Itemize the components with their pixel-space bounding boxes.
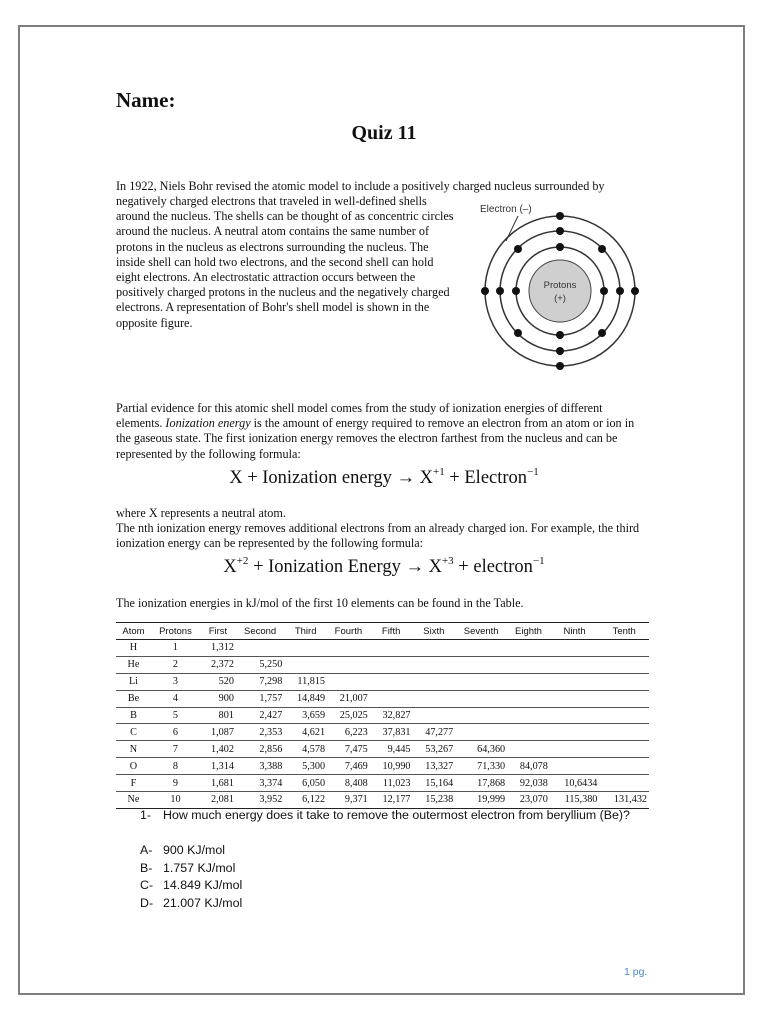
option-c-letter: C- <box>140 878 154 892</box>
table-cell <box>507 640 550 657</box>
table-cell: 520 <box>200 673 236 690</box>
table-cell: 6 <box>151 724 200 741</box>
table-cell: 13,327 <box>413 758 456 775</box>
electron-label: Electron (–) <box>480 204 532 215</box>
formula1-right: + Electron <box>444 468 528 488</box>
table-cell: 1,087 <box>200 724 236 741</box>
electron <box>512 287 520 295</box>
table-header-row <box>116 623 649 640</box>
electron <box>514 329 522 337</box>
table-cell: Be <box>116 690 151 707</box>
table-cell <box>455 724 507 741</box>
table-body <box>116 640 649 809</box>
table-cell: 14,849 <box>284 690 327 707</box>
formula2-right-charge: −1 <box>532 555 545 567</box>
table-cell <box>413 690 456 707</box>
table-cell: N <box>116 741 151 758</box>
table-cell: 2,856 <box>236 741 284 758</box>
table-cell <box>413 673 456 690</box>
option-d-letter: D- <box>140 896 154 910</box>
electron <box>556 243 564 251</box>
formula-first-ionization <box>0 468 768 489</box>
table-cell <box>236 640 284 657</box>
header-third: Third <box>284 623 327 640</box>
neutral-atom-note: where X represents a neutral atom. <box>116 506 286 520</box>
table-cell: 92,038 <box>507 775 550 792</box>
table-cell: 32,827 <box>370 707 413 724</box>
table-cell: F <box>116 775 151 792</box>
table-cell: 5,300 <box>284 758 327 775</box>
table-cell: O <box>116 758 151 775</box>
table-row <box>116 775 649 792</box>
table-cell <box>599 741 649 758</box>
bohr-atom-figure <box>470 196 645 376</box>
table-cell <box>550 707 600 724</box>
table-cell: 2,427 <box>236 707 284 724</box>
table-cell: 2 <box>151 656 200 673</box>
table-cell: 47,277 <box>413 724 456 741</box>
table-cell: 7 <box>151 741 200 758</box>
electron <box>616 287 624 295</box>
formula2-middle: + Ionization Energy → X <box>248 557 442 577</box>
table-cell: 21,007 <box>327 690 370 707</box>
table-cell: Li <box>116 673 151 690</box>
table-cell <box>507 690 550 707</box>
table-cell <box>370 673 413 690</box>
electron <box>514 245 522 253</box>
electron <box>556 362 564 370</box>
formula2-left: X <box>223 557 237 577</box>
formula2-left-charge: +2 <box>236 555 249 567</box>
formula1-left: X + Ionization energy → X <box>229 468 433 488</box>
table-cell: 8 <box>151 758 200 775</box>
table-cell <box>599 775 649 792</box>
electron <box>598 329 606 337</box>
table-row <box>116 792 649 809</box>
table-cell <box>413 707 456 724</box>
table-cell: 9 <box>151 775 200 792</box>
electron <box>556 331 564 339</box>
table-cell: 11,815 <box>284 673 327 690</box>
table-cell: 4,578 <box>284 741 327 758</box>
header-tenth: Tenth <box>599 623 649 640</box>
option-d-text[interactable]: 21.007 KJ/mol <box>163 896 243 910</box>
table-cell: 3,374 <box>236 775 284 792</box>
table-cell: 3 <box>151 673 200 690</box>
table-cell <box>507 724 550 741</box>
table-cell: 10,6434 <box>550 775 600 792</box>
table-cell: He <box>116 656 151 673</box>
table-cell: 900 <box>200 690 236 707</box>
table-cell: 115,380 <box>550 792 600 809</box>
option-a-text[interactable]: 900 KJ/mol <box>163 843 225 857</box>
evidence-paragraph <box>116 401 651 462</box>
table-cell <box>370 640 413 657</box>
table-cell <box>370 690 413 707</box>
table-cell <box>455 656 507 673</box>
table-cell: 10,990 <box>370 758 413 775</box>
table-cell: 7,469 <box>327 758 370 775</box>
table-cell <box>327 673 370 690</box>
table-cell <box>507 673 550 690</box>
formula-third-ionization <box>0 557 768 578</box>
table-cell <box>327 656 370 673</box>
table-cell <box>599 707 649 724</box>
option-a-letter: A- <box>140 843 153 857</box>
table-cell <box>550 758 600 775</box>
table-cell: 1,681 <box>200 775 236 792</box>
table-cell: 6,122 <box>284 792 327 809</box>
formula1-charge: +1 <box>432 466 445 478</box>
table-cell <box>284 640 327 657</box>
table-cell: 2,353 <box>236 724 284 741</box>
header-first: First <box>200 623 236 640</box>
question-text: How much energy does it take to remove the outermost electron from beryllium (Be)? <box>163 808 630 822</box>
table-cell <box>599 690 649 707</box>
table-cell <box>599 673 649 690</box>
table-cell: 1,312 <box>200 640 236 657</box>
table-cell: 1,314 <box>200 758 236 775</box>
table-cell <box>455 707 507 724</box>
evidence-text-1: Partial evidence for this atomic shell model comes from the study of ionization energies of different elements. <box>116 401 603 431</box>
header-fourth: Fourth <box>327 623 370 640</box>
table-cell: 12,177 <box>370 792 413 809</box>
table-cell: 1,402 <box>200 741 236 758</box>
table-cell: B <box>116 707 151 724</box>
table-cell <box>550 724 600 741</box>
table-cell: 17,868 <box>455 775 507 792</box>
table-cell: 64,360 <box>455 741 507 758</box>
nucleus-charge-label: (+) <box>554 293 566 304</box>
header-second: Second <box>236 623 284 640</box>
table-cell <box>507 741 550 758</box>
table-cell: 6,050 <box>284 775 327 792</box>
table-cell <box>507 656 550 673</box>
table-intro: The ionization energies in kJ/mol of the first 10 elements can be found in the Table. <box>116 596 524 610</box>
electron <box>556 212 564 220</box>
table-cell <box>370 656 413 673</box>
header-atom: Atom <box>116 623 151 640</box>
table-cell: 71,330 <box>455 758 507 775</box>
intro-paragraph: negatively charged electrons that traveled in well-defined shells around the nucleus. The shells can be thought of as concentric circles around the nucleus. A neutral atom contains the same number of protons in the nucleus as electrons surrounding the nucleus. The inside shell can hold two electrons, and the second shell can hold eight electrons. An electrostatic attraction occurs between the positively charged protons in the nucleus and the negatively charged electrons. A representation of Bohr's shell model is shown in the opposite figure. <box>116 194 454 330</box>
table-cell: 3,952 <box>236 792 284 809</box>
header-sixth: Sixth <box>413 623 456 640</box>
table-cell: 5 <box>151 707 200 724</box>
table-row <box>116 656 649 673</box>
option-b-letter: B- <box>140 861 153 875</box>
header-protons: Protons <box>151 623 200 640</box>
table-cell <box>455 640 507 657</box>
table-cell <box>455 690 507 707</box>
table-cell <box>413 656 456 673</box>
table-cell <box>599 640 649 657</box>
table-cell: H <box>116 640 151 657</box>
electron <box>556 347 564 355</box>
table-cell: Ne <box>116 792 151 809</box>
table-cell: 37,831 <box>370 724 413 741</box>
table-cell: C <box>116 724 151 741</box>
electron <box>481 287 489 295</box>
table-cell: 9,371 <box>327 792 370 809</box>
table-cell <box>455 673 507 690</box>
table-cell <box>550 640 600 657</box>
table-cell: 1,757 <box>236 690 284 707</box>
table-cell <box>550 690 600 707</box>
formula-notes <box>116 506 656 552</box>
table-cell: 10 <box>151 792 200 809</box>
electron <box>631 287 639 295</box>
table-cell: 3,388 <box>236 758 284 775</box>
header-seventh: Seventh <box>455 623 507 640</box>
page-number: 1 pg. <box>624 966 648 978</box>
nth-ionization-note: The nth ionization energy removes additional electrons from an already charged ion. For example, the third ionization energy can be represented by the following formula: <box>116 521 640 551</box>
table-row <box>116 741 649 758</box>
table-row <box>116 758 649 775</box>
name-label: Name: <box>116 88 176 112</box>
table-cell: 2,372 <box>200 656 236 673</box>
table-cell <box>550 656 600 673</box>
table-cell: 2,081 <box>200 792 236 809</box>
table-row <box>116 724 649 741</box>
table-cell: 84,078 <box>507 758 550 775</box>
table-cell: 4,621 <box>284 724 327 741</box>
table-cell: 7,475 <box>327 741 370 758</box>
table-cell: 3,659 <box>284 707 327 724</box>
formula2-right: + electron <box>453 557 533 577</box>
table-cell: 5,250 <box>236 656 284 673</box>
table-cell: 19,999 <box>455 792 507 809</box>
page-title: Quiz 11 <box>351 122 417 144</box>
table-row <box>116 673 649 690</box>
table-cell <box>507 707 550 724</box>
table-cell <box>284 656 327 673</box>
option-b-text[interactable]: 1.757 KJ/mol <box>163 861 236 875</box>
table-cell: 25,025 <box>327 707 370 724</box>
table-cell <box>599 656 649 673</box>
table-cell: 1 <box>151 640 200 657</box>
table-cell: 15,164 <box>413 775 456 792</box>
table-cell: 8,408 <box>327 775 370 792</box>
table-cell: 53,267 <box>413 741 456 758</box>
electron <box>600 287 608 295</box>
electron <box>598 245 606 253</box>
ionization-energy-table <box>116 622 649 809</box>
table-cell <box>599 724 649 741</box>
evidence-text-2: is the amount of energy required to remove an electron from an atom or ion in the gaseous state. The first ionization energy removes the electron farthest from the nucleus and can be represented by the following formula: <box>116 416 635 461</box>
table-cell <box>550 673 600 690</box>
table-cell: 6,223 <box>327 724 370 741</box>
formula2-middle-charge: +3 <box>441 555 454 567</box>
table-cell: 9,445 <box>370 741 413 758</box>
table-cell: 7,298 <box>236 673 284 690</box>
table-cell: 801 <box>200 707 236 724</box>
header-fifth: Fifth <box>370 623 413 640</box>
formula1-right-charge: −1 <box>527 466 539 478</box>
table-row <box>116 640 649 657</box>
table-cell <box>327 640 370 657</box>
nucleus-label: Protons <box>543 280 577 291</box>
table-cell <box>413 640 456 657</box>
table-cell <box>550 741 600 758</box>
option-c-text[interactable]: 14.849 KJ/mol <box>163 878 243 892</box>
header-eighth: Eighth <box>507 623 550 640</box>
intro-first-line: In 1922, Niels Bohr revised the atomic model to include a positively charged nucleus surrounded by <box>116 179 605 193</box>
header-ninth: Ninth <box>550 623 600 640</box>
table-cell: 131,432 <box>599 792 649 809</box>
nucleus <box>529 260 591 322</box>
table-cell: 11,023 <box>370 775 413 792</box>
ionization-energy-term: Ionization energy <box>165 416 251 431</box>
table-row <box>116 690 649 707</box>
question-number: 1- <box>140 808 152 822</box>
table-cell <box>599 758 649 775</box>
table-cell: 23,070 <box>507 792 550 809</box>
table-cell: 4 <box>151 690 200 707</box>
electron <box>556 227 564 235</box>
electron <box>496 287 504 295</box>
table-cell: 15,238 <box>413 792 456 809</box>
table-row <box>116 707 649 724</box>
